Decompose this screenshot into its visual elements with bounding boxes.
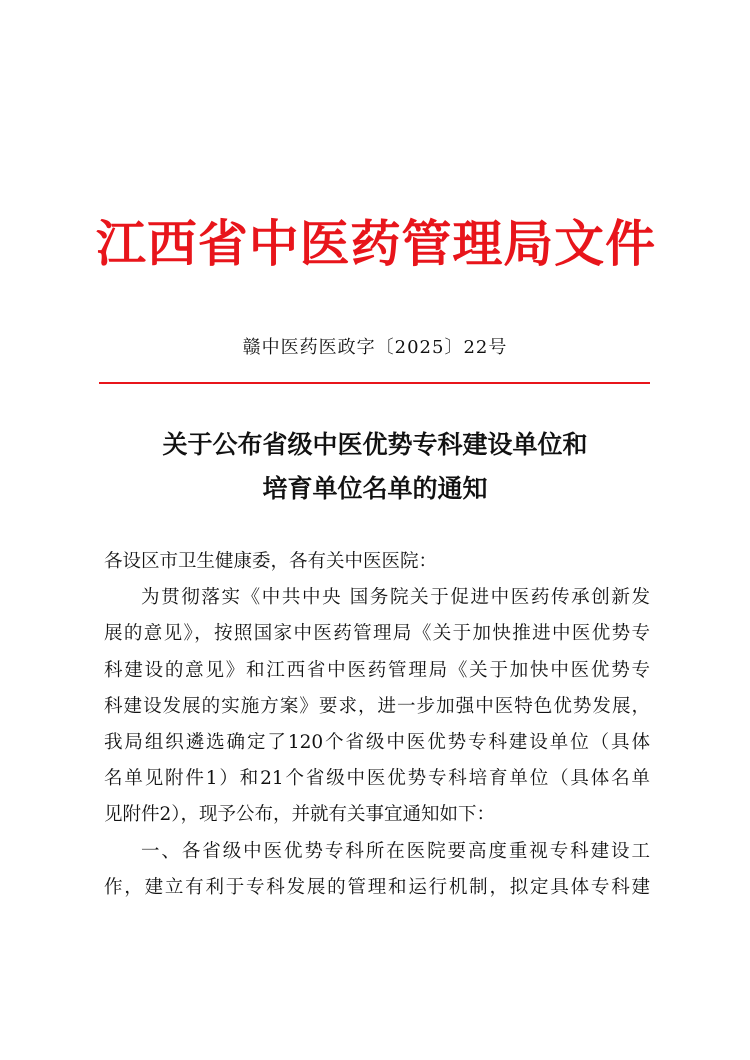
body-line: 展的意见》，按照国家中医药管理局《关于加快推进中医优势专 (104, 623, 650, 645)
red-divider (99, 382, 650, 384)
body-line: 见附件2），现予公布，并就有关事宜通知如下： (104, 804, 496, 826)
document-number: 赣中医药医政字〔2025〕22号 (242, 337, 508, 358)
body-line: 科建设的意见》和江西省中医药管理局《关于加快中医优势专 (104, 659, 650, 681)
notice-title-line-2: 培育单位名单的通知 (262, 474, 488, 503)
body-line: 一、各省级中医优势专科所在医院要高度重视专科建设工 (141, 840, 650, 862)
body-line: 名单见附件1）和21个省级中医优势专科培育单位（具体名单 (104, 768, 650, 790)
notice-title (0, 423, 750, 511)
body-line: 作，建立有利于专科发展的管理和运行机制，拟定具体专科建 (104, 876, 650, 898)
body-line: 我局组织遴选确定了120个省级中医优势专科建设单位（具体 (104, 731, 650, 753)
body-line: 科建设发展的实施方案》要求，进一步加强中医特色优势发展， (104, 695, 650, 717)
notice-title-line-1: 关于公布省级中医优势专科建设单位和 (162, 430, 588, 459)
document-masthead: 江西省中医药管理局文件 (96, 214, 656, 273)
salutation-line: 各设区市卫生健康委，各有关中医医院： (104, 551, 438, 572)
body-line: 为贯彻落实《中共中央 国务院关于促进中医药传承创新发 (141, 587, 650, 609)
notice-body (104, 544, 650, 906)
